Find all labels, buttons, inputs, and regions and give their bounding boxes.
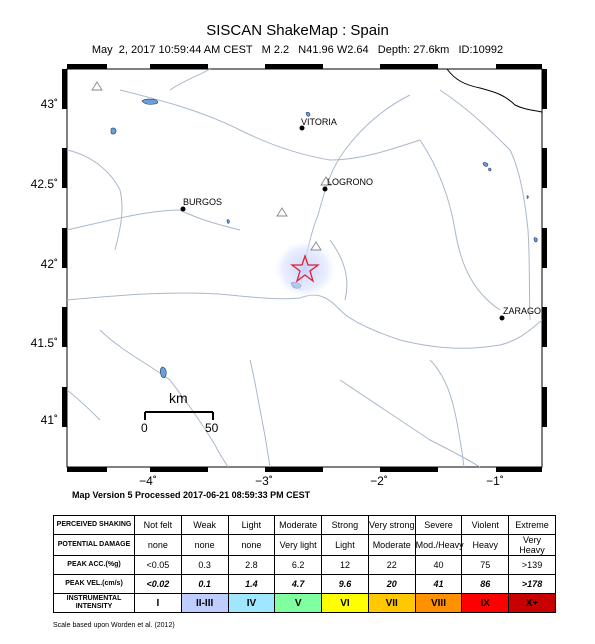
legend-cell: Not felt (135, 516, 182, 535)
legend-cell: >139 (509, 556, 556, 575)
lon-label: −2˚ (370, 474, 388, 488)
intensity-cell: VIII (415, 594, 462, 613)
lon-label: −4˚ (139, 474, 157, 488)
row-header: PEAK ACC.(%g) (54, 556, 135, 575)
legend-row-acc (54, 556, 556, 575)
intensity-cell: I (135, 594, 182, 613)
legend-row-vel (54, 575, 556, 594)
scale-label-0: 0 (141, 421, 148, 435)
scale-label-50: 50 (205, 421, 219, 435)
intensity-cell: IX (462, 594, 509, 613)
row-header: PERCEIVED SHAKING (54, 516, 135, 535)
legend-cell: Moderate (275, 516, 322, 535)
legend-cell: Very Heavy (509, 535, 556, 556)
scale-unit: km (169, 390, 188, 406)
legend-cell: Very strong (368, 516, 415, 535)
lat-label: 41˚ (40, 413, 58, 427)
legend-cell: Light (322, 535, 369, 556)
map-title: SISCAN ShakeMap : Spain (206, 22, 389, 39)
event-subtitle: May 2, 2017 10:59:44 AM CEST M 2.2 N41.96 W2.64 Depth: 27.6km ID:10992 (91, 44, 504, 56)
legend-row-damage (54, 535, 556, 556)
lon-label: −3˚ (255, 474, 273, 488)
lat-label: 42.5˚ (30, 177, 58, 191)
legend-cell: 9.6 (322, 575, 369, 594)
legend-cell: Weak (181, 516, 228, 535)
legend-cell: >178 (509, 575, 556, 594)
row-header: PEAK VEL.(cm/s) (54, 575, 135, 594)
legend-cell: 4.7 (275, 575, 322, 594)
intensity-cell: VI (322, 594, 369, 613)
city-dot (181, 207, 186, 212)
credit-note: Scale based upon Worden et al. (2012) (53, 622, 175, 629)
legend-cell: none (181, 535, 228, 556)
legend-cell: 2.8 (228, 556, 275, 575)
legend-cell: Very light (275, 535, 322, 556)
legend-cell: Light (228, 516, 275, 535)
legend-cell: Violent (462, 516, 509, 535)
legend-cell: none (135, 535, 182, 556)
legend-cell: Strong (322, 516, 369, 535)
legend-cell: <0.05 (135, 556, 182, 575)
legend-cell: 86 (462, 575, 509, 594)
city-label-burgos: BURGOS (183, 197, 223, 207)
legend-cell: 1.4 (228, 575, 275, 594)
legend-cell: 0.1 (181, 575, 228, 594)
shaking-halo (273, 239, 337, 299)
city-dot (500, 316, 505, 321)
lat-label: 41.5˚ (30, 336, 58, 350)
legend-cell: Moderate (368, 535, 415, 556)
legend-cell: 75 (462, 556, 509, 575)
legend-row-shaking (54, 516, 556, 535)
legend-cell: Mod./Heavy (415, 535, 462, 556)
lon-label: −1˚ (486, 474, 504, 488)
city-label-zaragoza: ZARAGO (503, 306, 542, 316)
city-dot (323, 187, 328, 192)
legend-cell: 40 (415, 556, 462, 575)
processed-info: Map Version 5 Processed 2017-06-21 08:59:33 PM CEST (72, 490, 311, 500)
legend-cell: 12 (322, 556, 369, 575)
intensity-legend (53, 515, 556, 613)
legend-cell: 20 (368, 575, 415, 594)
intensity-cell: X+ (509, 594, 556, 613)
legend-cell: none (228, 535, 275, 556)
intensity-cell: VII (368, 594, 415, 613)
row-header: POTENTIAL DAMAGE (54, 535, 135, 556)
intensity-cell: IV (228, 594, 275, 613)
intensity-cell: II-III (181, 594, 228, 613)
legend-cell: 41 (415, 575, 462, 594)
city-label-logrono: LOGRONO (327, 177, 374, 187)
lat-label: 42˚ (40, 257, 58, 271)
legend-cell: Extreme (509, 516, 556, 535)
legend-cell: Severe (415, 516, 462, 535)
row-header: INSTRUMENTAL INTENSITY (54, 594, 135, 613)
legend-cell: 22 (368, 556, 415, 575)
legend-row-intensity (54, 594, 556, 613)
legend-cell: <0.02 (135, 575, 182, 594)
city-label-vitoria: VITORIA (301, 117, 337, 127)
intensity-cell: V (275, 594, 322, 613)
legend-cell: Heavy (462, 535, 509, 556)
lat-label: 43˚ (40, 97, 58, 111)
legend-cell: 6.2 (275, 556, 322, 575)
legend-cell: 0.3 (181, 556, 228, 575)
